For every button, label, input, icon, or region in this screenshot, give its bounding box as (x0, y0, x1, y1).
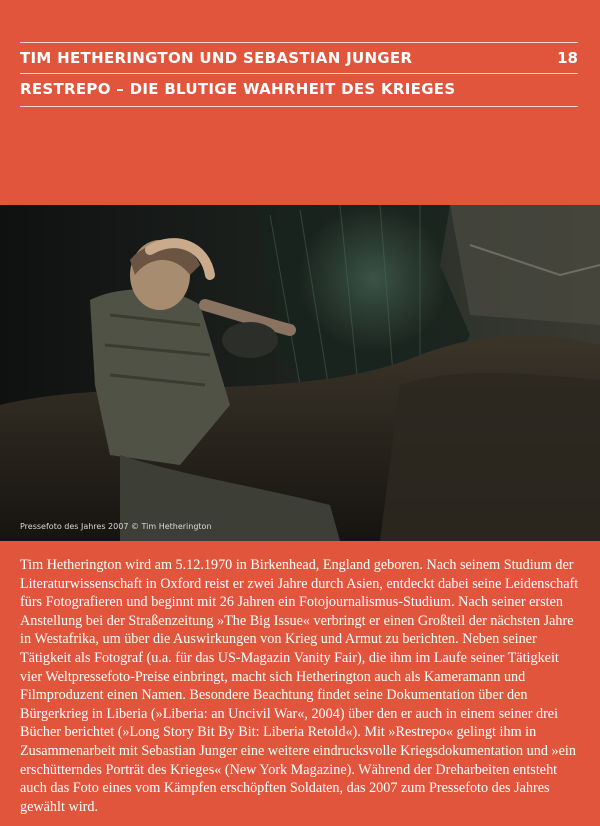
photo-illustration (0, 205, 600, 541)
header-bottom-rule (20, 106, 578, 107)
header-subtitle: RESTREPO – DIE BLUTIGE WAHRHEIT DES KRIEGES (20, 80, 456, 98)
page-number: 18 (557, 49, 578, 67)
header-title: TIM HETHERINGTON UND SEBASTIAN JUNGER (20, 49, 413, 67)
photo-caption: Pressefoto des Jahres 2007 © Tim Hetherington (20, 522, 212, 531)
soldier-photo (0, 205, 600, 541)
header-top-rule (20, 42, 578, 43)
header-middle-rule (20, 73, 578, 74)
article-body: Tim Hetherington wird am 5.12.1970 in Birkenhead, England geboren. Nach seinem Studium der Literaturwissenschaft in Oxford reist er zwei Jahre durch Asien, entdeckt dabei seine Leidenschaft fürs Fotografieren und beginnt mit 26 Jahren ein Fotojournalismus-Studium. Nach seiner ersten Anstellung bei der Straßenzeitung »The Big Issue« verbringt er einen Großteil der nächsten Jahre in Westafrika, um über die Auswirkungen von Krieg und Armut zu berichten. Neben seiner Tätigkeit als Fotograf (u.a. für das US-Magazin Vanity Fair), die ihm im Laufe seiner Tätigkeit vier Weltpressefoto-Preise einbringt, macht sich Hetherington auch als Kameramann und Filmproduzent einen Namen. Besondere Beachtung findet seine Dokumentation über den Bürgerkrieg in Liberia (»Liberia: an Uncivil War«, 2004) über den er auch in einem seiner drei Bücher berichtet (»Long Story Bit By Bit: Liberia Retold«). Mit »Restrepo« gelingt ihm in Zusammenarbeit mit Sebastian Junger eine weitere eindrucksvolle Kriegsdokumentation und »ein erschütterndes Porträt des Krieges« (New York Magazine). Während der Dreharbeiten entsteht auch das Foto eines vom Kämpfen erschöpften Soldaten, das 2007 zum Pressefoto des Jahres gewählt wird. (20, 557, 579, 815)
